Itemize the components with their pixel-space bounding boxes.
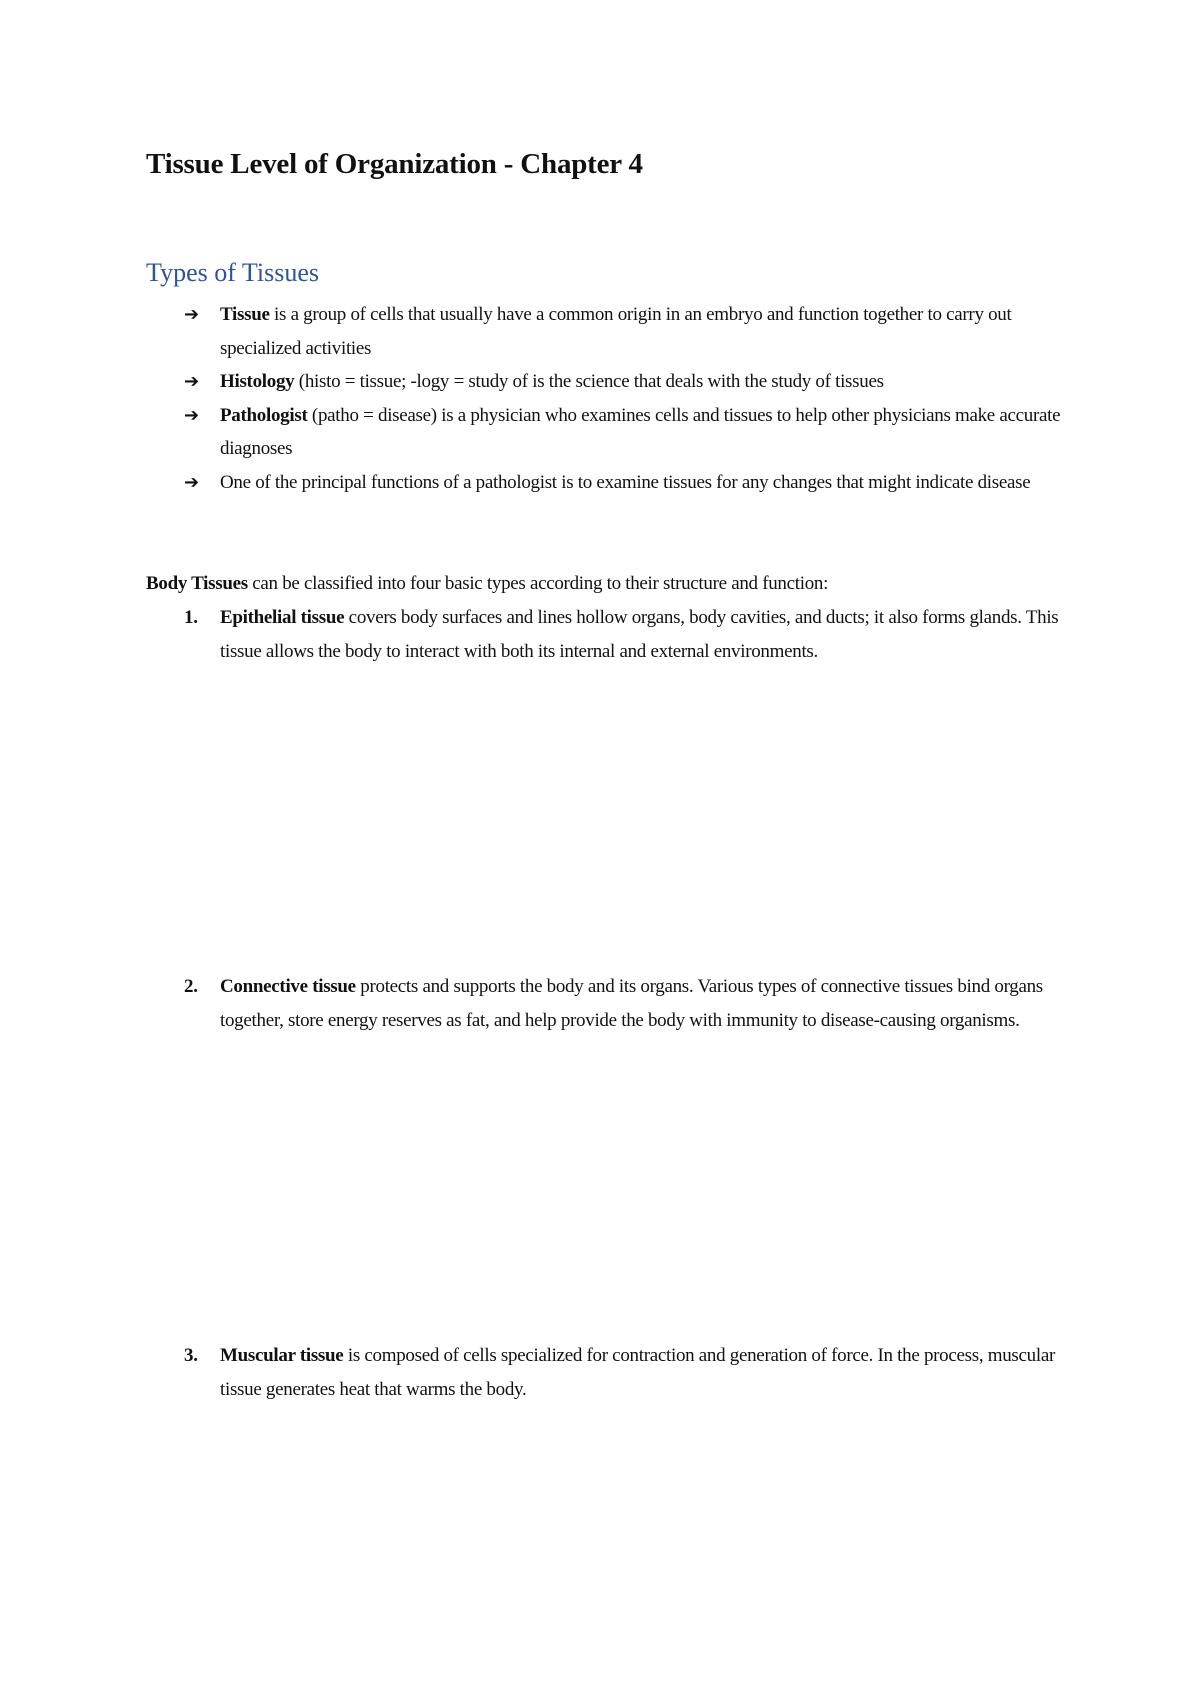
item-text: protects and supports the body and its organs. Various types of connective tissues bind organs together, store energy reserves as fat, and help provide the body with immunity to disease-causing organisms. [220,976,1043,1031]
bullet-item-tissue [146,298,1066,365]
arrow-bullet-icon: ➔ [184,471,199,493]
item-term: Connective tissue [220,976,356,997]
bullet-text: (patho = disease) is a physician who examines cells and tissues to help other physicians make accurate diagnoses [220,404,1061,459]
body-tissues-intro [146,567,1066,601]
bullet-item-pathologist [146,399,1066,466]
bullet-term: Pathologist [220,404,308,426]
bullet-term: Tissue [220,304,270,325]
bullet-text: (histo = tissue; -logy = study of is the science that deals with the study of tissues [294,371,884,392]
bullet-text: One of the principal functions of a pathologist is to examine tissues for any changes that might indicate disease [220,471,1031,493]
bullet-term: Histology [220,371,295,392]
item-term: Epithelial tissue [220,607,345,628]
arrow-bullet-icon: ➔ [184,304,199,325]
item-text: is composed of cells specialized for contraction and generation of force. In the process, muscular tissue generates heat that warms the body. [220,1345,1055,1400]
bullet-text: is a group of cells that usually have a common origin in an embryo and function together to carry out specialized activities [220,304,1012,359]
item-text: covers body surfaces and lines hollow organs, body cavities, and ducts; it also forms glands. This tissue allows the body to interact with both its internal and external environments. [220,607,1059,662]
intro-text: can be classified into four basic types according to their structure and function: [247,573,829,594]
numbered-item-epithelial [146,601,1066,668]
arrow-bullet-icon: ➔ [184,404,199,426]
section-heading-types-of-tissues: Types of Tissues [146,258,319,287]
numbered-item-connective [146,970,1066,1037]
arrow-bullet-icon: ➔ [184,371,199,392]
bullet-item-histology [146,365,1066,399]
numbered-item-muscular [146,1339,1066,1406]
definition-bullet-list [146,298,1066,499]
item-number: 3. [184,1345,198,1366]
item-number: 2. [184,976,198,997]
document-title: Tissue Level of Organization - Chapter 4 [146,148,643,180]
intro-term: Body Tissues [146,573,248,594]
item-term: Muscular tissue [220,1345,344,1366]
document-page [146,0,1066,1694]
item-number: 1. [184,607,198,628]
bullet-item-pathologist-function [146,466,1066,500]
